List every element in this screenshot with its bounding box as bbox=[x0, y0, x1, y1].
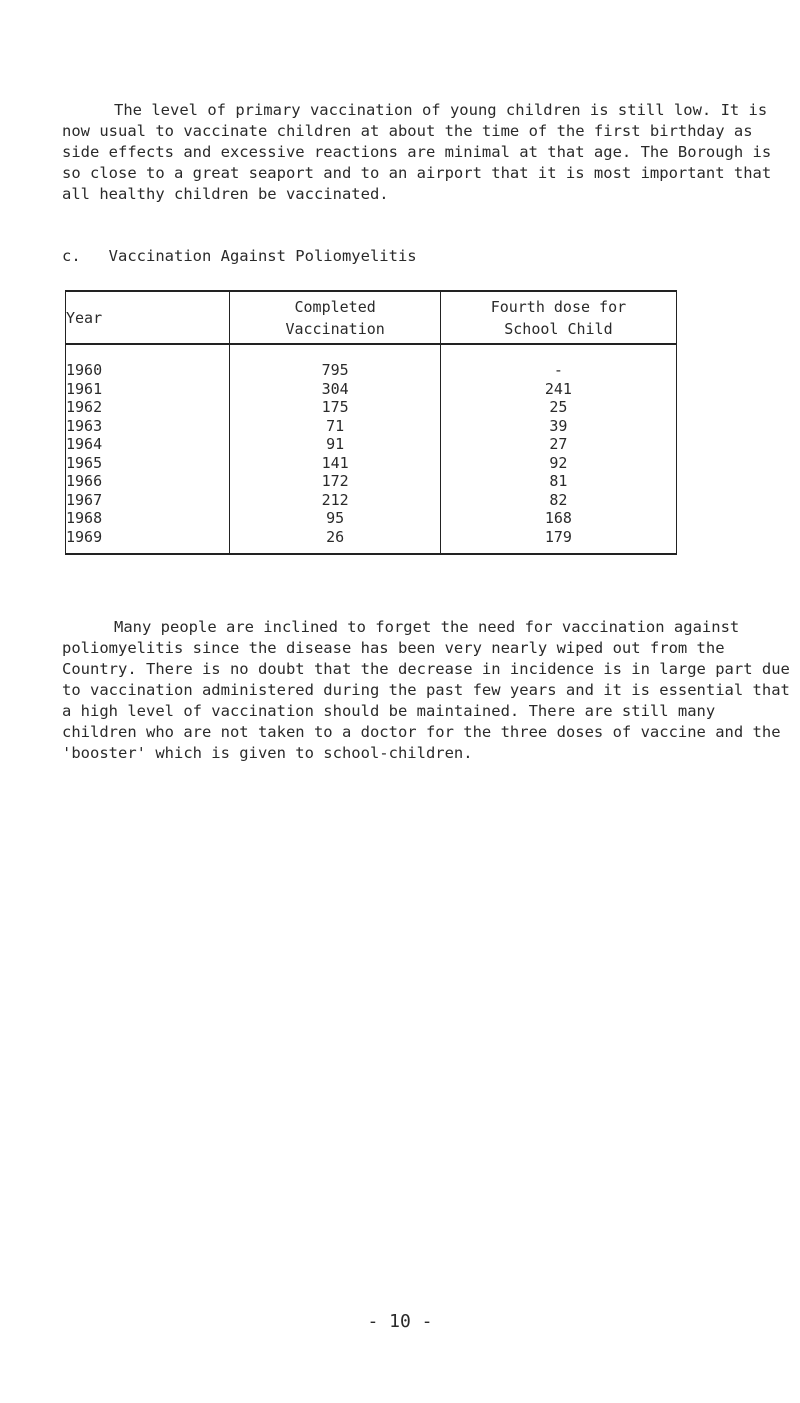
completed-cell: 175 bbox=[230, 398, 440, 417]
completed-cell: 172 bbox=[230, 472, 440, 491]
completed-cell: 95 bbox=[230, 509, 440, 528]
fourth-dose-cell: 39 bbox=[440, 417, 676, 436]
fourth-dose-cell: 179 bbox=[440, 528, 676, 555]
completed-cell: 304 bbox=[230, 380, 440, 399]
completed-cell: 212 bbox=[230, 491, 440, 510]
year-cell: 1965 bbox=[66, 454, 230, 473]
year-cell: 1969 bbox=[66, 528, 230, 555]
year-cell: 1961 bbox=[66, 380, 230, 399]
fourth-dose-cell: 168 bbox=[440, 509, 676, 528]
table-row bbox=[66, 344, 677, 380]
year-cell: 1966 bbox=[66, 472, 230, 491]
fourth-dose-cell: 25 bbox=[440, 398, 676, 417]
fourth-header-line2: School Child bbox=[504, 319, 613, 338]
fourth-dose-cell: - bbox=[440, 344, 676, 380]
year-cell: 1960 bbox=[66, 344, 230, 380]
fourth-dose-cell: 27 bbox=[440, 435, 676, 454]
fourth-dose-cell: 81 bbox=[440, 472, 676, 491]
fourth-dose-cell: 241 bbox=[440, 380, 676, 399]
year-cell: 1963 bbox=[66, 417, 230, 436]
completed-cell: 71 bbox=[230, 417, 440, 436]
table-row bbox=[66, 472, 677, 491]
section-heading: c. Vaccination Against Poliomyelitis bbox=[62, 247, 417, 265]
intro-paragraph: The level of primary vaccination of young children is still low. It is now usual to vaccinate children at about the time of the first birthday as side effects and excessive reactions are minimal at that age. The Borough is so close to a great seaport and to an airport that it is most important that all healthy children be vaccinated. bbox=[62, 101, 772, 203]
table-row bbox=[66, 509, 677, 528]
year-cell: 1962 bbox=[66, 398, 230, 417]
fourth-dose-cell: 92 bbox=[440, 454, 676, 473]
completed-cell: 141 bbox=[230, 454, 440, 473]
completed-cell: 795 bbox=[230, 344, 440, 380]
table-row bbox=[66, 528, 677, 555]
completed-header-line2: Vaccination bbox=[285, 319, 385, 338]
year-cell: 1967 bbox=[66, 491, 230, 510]
table-header bbox=[66, 291, 677, 344]
table-row bbox=[66, 380, 677, 399]
table-row bbox=[66, 491, 677, 510]
table-row bbox=[66, 417, 677, 436]
table-row bbox=[66, 454, 677, 473]
completed-cell: 91 bbox=[230, 435, 440, 454]
column-header-completed bbox=[230, 291, 440, 344]
page-number: - 10 - bbox=[367, 1311, 433, 1332]
year-cell: 1968 bbox=[66, 509, 230, 528]
column-header-year bbox=[66, 291, 230, 344]
completed-cell: 26 bbox=[230, 528, 440, 555]
fourth-header-line1: Fourth dose for bbox=[490, 297, 627, 316]
completed-header-line1: Completed bbox=[294, 297, 376, 316]
year-header-label: Year bbox=[66, 308, 103, 327]
table-row bbox=[66, 435, 677, 454]
year-cell: 1964 bbox=[66, 435, 230, 454]
column-header-fourth-dose bbox=[440, 291, 676, 344]
table-row bbox=[66, 398, 677, 417]
polio-commentary-paragraph: Many people are inclined to forget the need for vaccination against poliomyelitis since the disease has been very nearly wiped out from the Country. There is no doubt that the decrease in incidence is in large part due to vaccination administered during the past few years and it is essential that a high level of vaccination should be maintained. There are still many children who are not taken to a doctor for the three doses of vaccine and the 'booster' which is given to school-children. bbox=[62, 618, 790, 762]
vaccination-table bbox=[65, 290, 677, 555]
table-body bbox=[66, 344, 677, 554]
fourth-dose-cell: 82 bbox=[440, 491, 676, 510]
